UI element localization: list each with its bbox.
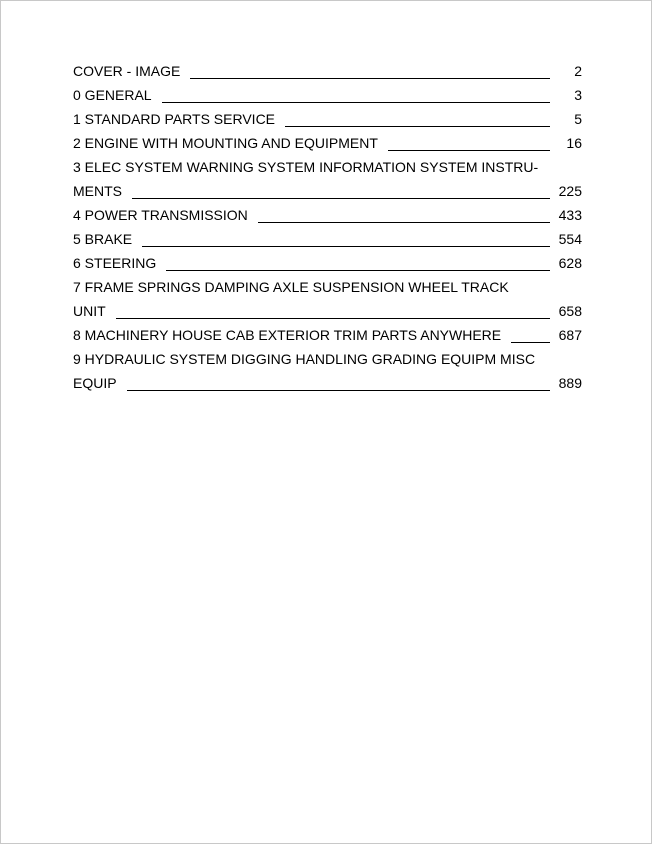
toc-entry-title-line1: 7 FRAME SPRINGS DAMPING AXLE SUSPENSION WHEEL TRACK <box>73 279 509 295</box>
toc-page-number: 3 <box>574 87 582 103</box>
toc-leader-line <box>116 318 550 319</box>
toc-leader-line <box>166 270 550 271</box>
toc-page-number: 628 <box>558 255 582 271</box>
toc-entry-title-line2: EQUIP <box>73 375 117 391</box>
toc-entry-general[interactable] <box>73 83 582 107</box>
toc-leader-line <box>127 390 550 391</box>
toc-entry-engine[interactable] <box>73 131 582 155</box>
toc-leader-line <box>142 246 550 247</box>
toc-entry-title-line1: 3 ELEC SYSTEM WARNING SYSTEM INFORMATION SYSTEM INSTRU- <box>73 159 539 175</box>
toc-leader-line <box>190 78 550 79</box>
toc-page-number: 433 <box>558 207 582 223</box>
toc-leader-line <box>388 150 550 151</box>
toc-entry-standard-parts[interactable] <box>73 107 582 131</box>
toc-leader-line <box>132 198 550 199</box>
toc-entry-title: 0 GENERAL <box>73 87 152 103</box>
toc-page-number: 687 <box>558 327 582 343</box>
toc-page-number: 16 <box>566 135 582 151</box>
toc-page-number: 658 <box>558 303 582 319</box>
toc-entry-title: 4 POWER TRANSMISSION <box>73 207 248 223</box>
toc-entry-title-line2: UNIT <box>73 303 106 319</box>
toc-leader-line <box>162 102 550 103</box>
toc-leader-line <box>258 222 550 223</box>
toc-entry-title-line1: 9 HYDRAULIC SYSTEM DIGGING HANDLING GRADING EQUIPM MISC <box>73 351 536 367</box>
toc-page-number: 554 <box>558 231 582 247</box>
toc-entry-frame-springs[interactable] <box>73 275 582 323</box>
toc-page-number: 5 <box>574 111 582 127</box>
toc-entry-machinery-house[interactable] <box>73 323 582 347</box>
toc-entry-title: 8 MACHINERY HOUSE CAB EXTERIOR TRIM PARTS ANYWHERE <box>73 327 502 343</box>
toc-entry-title: 1 STANDARD PARTS SERVICE <box>73 111 276 127</box>
toc-entry-title: 5 BRAKE <box>73 231 133 247</box>
toc-entry-title: 2 ENGINE WITH MOUNTING AND EQUIPMENT <box>73 135 378 151</box>
toc-entry-elec-system[interactable] <box>73 155 582 203</box>
toc-entry-title-line2: MENTS <box>73 183 122 199</box>
toc-entry-title: 6 STEERING <box>73 255 157 271</box>
toc-page-number: 225 <box>558 183 582 199</box>
toc-entry-hydraulic-system[interactable] <box>73 347 582 395</box>
toc-entry-brake[interactable] <box>73 227 582 251</box>
table-of-contents <box>73 59 582 395</box>
toc-leader-line <box>285 126 550 127</box>
toc-entry-power-transmission[interactable] <box>73 203 582 227</box>
toc-entry-steering[interactable] <box>73 251 582 275</box>
toc-page-number: 2 <box>574 63 582 79</box>
toc-page-number: 889 <box>558 375 582 391</box>
toc-leader-line <box>511 342 550 343</box>
toc-entry-cover[interactable] <box>73 59 582 83</box>
toc-entry-title: COVER - IMAGE <box>73 63 181 79</box>
